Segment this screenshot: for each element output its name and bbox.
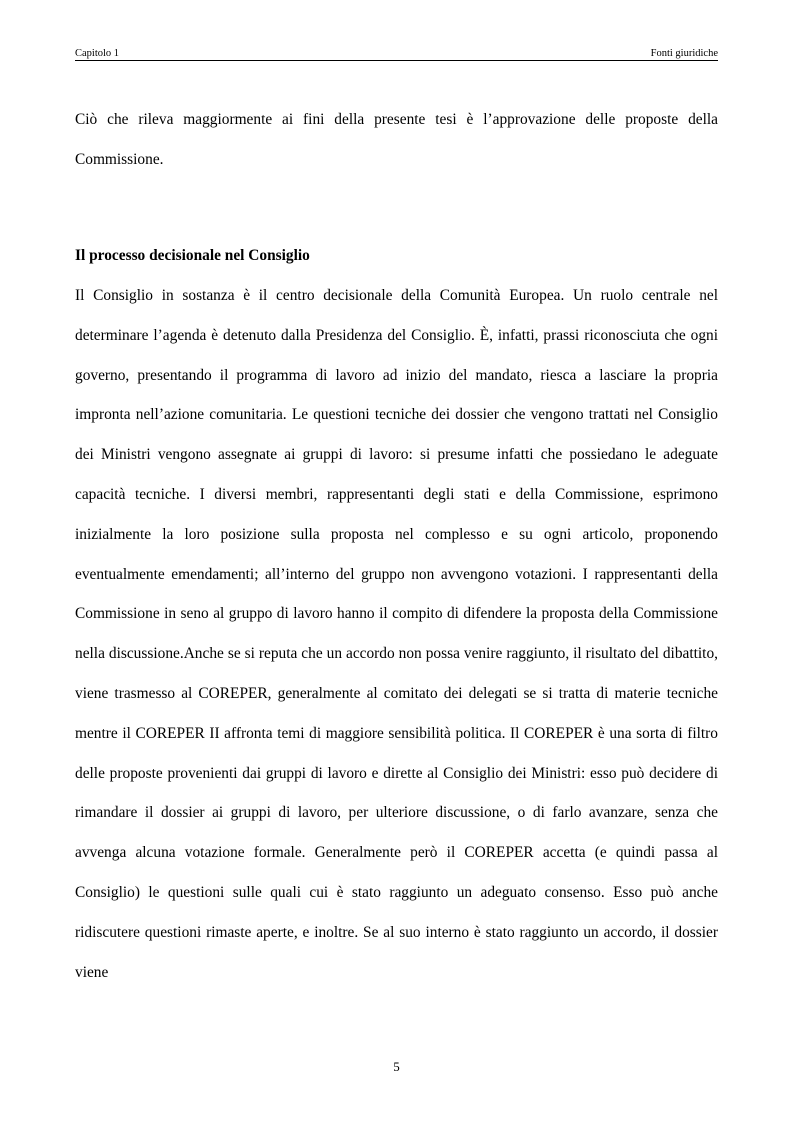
- header-section-title: Fonti giuridiche: [650, 48, 718, 59]
- intro-paragraph: Ciò che rileva maggiormente ai fini della presente tesi è l’approvazione delle proposte della Commissione.: [75, 111, 718, 168]
- section-paragraph: Il Consiglio in sostanza è il centro decisionale della Comunità Europea. Un ruolo centrale nel determinare l’agenda è detenuto dalla Presidenza del Consiglio. È, infatti, prassi riconosciuta che ogni governo, presentando il programma di lavoro ad inizio del mandato, riesca a lasciare la propria impronta nell’azione comunitaria. Le questioni tecniche dei dossier che vengono trattati nel Consiglio dei Ministri vengono assegnate ai gruppi di lavoro: si presume infatti che possiedano le adeguate capacità tecniche. I diversi membri, rappresentanti degli stati e della Commissione, esprimono inizialmente la loro posizione sulla proposta nel complesso e su ogni articolo, proponendo eventualmente emendamenti; all’interno del gruppo non avvengono votazioni. I rappresentanti della Commissione in seno al gruppo di lavoro hanno il compito di difendere la proposta della Commissione nella discussione.Anche se si reputa che un accordo non possa venire raggiunto, il risultato del dibattito, viene trasmesso al COREPER, generalmente al comitato dei delegati se si tratta di materie tecniche mentre il COREPER II affronta temi di maggiore sensibilità politica. Il COREPER è una sorta di filtro delle proposte provenienti dai gruppi di lavoro e dirette al Consiglio dei Ministri: esso può decidere di rimandare il dossier ai gruppi di lavoro, per ulteriore discussione, o di farlo avanzare, senza che avvenga alcuna votazione formale. Generalmente però il COREPER accetta (e quindi passa al Consiglio) le questioni sulle quali cui è stato raggiunto un adeguato consenso. Esso può anche ridiscutere questioni rimaste aperte, e inoltre. Se al suo interno è stato raggiunto un accordo, il dossier viene: [75, 287, 718, 981]
- running-header: [75, 48, 718, 61]
- page-number: 5: [393, 1059, 400, 1074]
- header-chapter: Capitolo 1: [75, 48, 120, 59]
- section-heading: Il processo decisionale nel Consiglio: [75, 247, 310, 264]
